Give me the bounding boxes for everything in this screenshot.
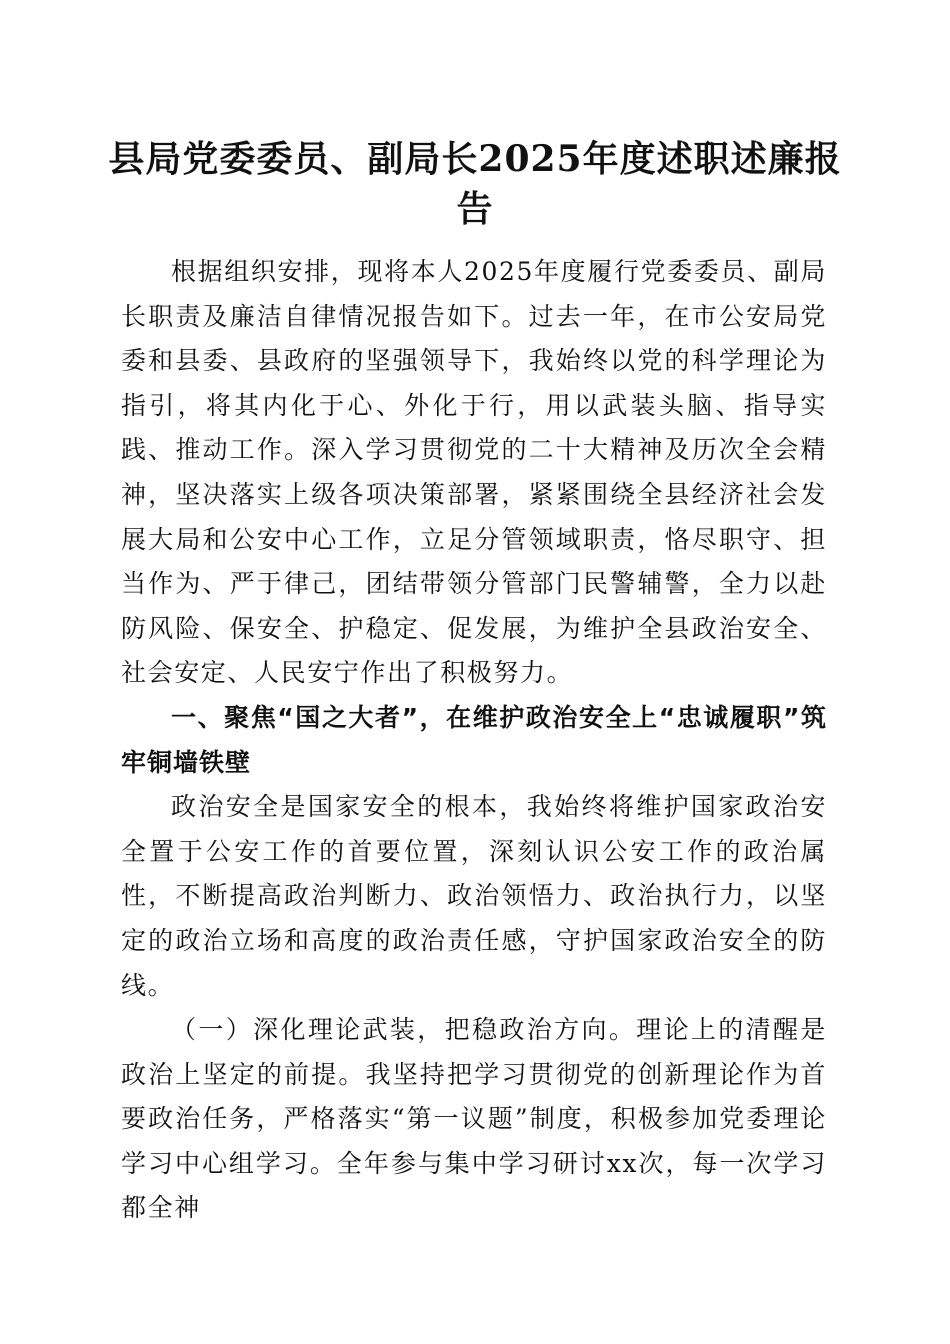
subsection-1-paragraph: （一）深化理论武装，把稳政治方向。理论上的清醒是政治上坚定的前提。我坚持把学习贯彻党的创新理论作为首要政治任务，严格落实“第一议题”制度，积极参加党委理论学习中心组学习。全年参与集中学习研讨xx次，每一次学习都全神 xyxy=(121,1015,827,1223)
document-title: 县局党委委员、副局长2025年度述职述廉报告 xyxy=(108,138,842,230)
intro-paragraph: 根据组织安排，现将本人2025年度履行党委委员、副局长职责及廉洁自律情况报告如下。过去一年，在市公安局党委和县委、县政府的坚强领导下，我始终以党的科学理论为指引，将其内化于心、外化于行，用以武装头脑、指导实践、推动工作。深入学习贯彻党的二十大精神及历次全会精神，坚决落实上级各项决策部署，紧紧围绕全县经济社会发展大局和公安中心工作，立足分管领域职责，恪尽职守、担当作为、严于律己，团结带领分管部门民警辅警，全力以赴防风险、保安全、护稳定、促发展，为维护全县政治安全、社会安定、人民安宁作出了积极努力。 xyxy=(121,257,827,688)
section-1-paragraph: 政治安全是国家安全的根本，我始终将维护国家政治安全置于公安工作的首要位置，深刻认识公安工作的政治属性，不断提高政治判断力、政治领悟力、政治执行力，以坚定的政治立场和高度的政治责任感，守护国家政治安全的防线。 xyxy=(121,792,827,1000)
section-heading-1: 一、聚焦“国之大者”，在维护政治安全上“忠诚履职”筑牢铜墙铁壁 xyxy=(121,702,827,777)
document-body xyxy=(121,250,827,1231)
